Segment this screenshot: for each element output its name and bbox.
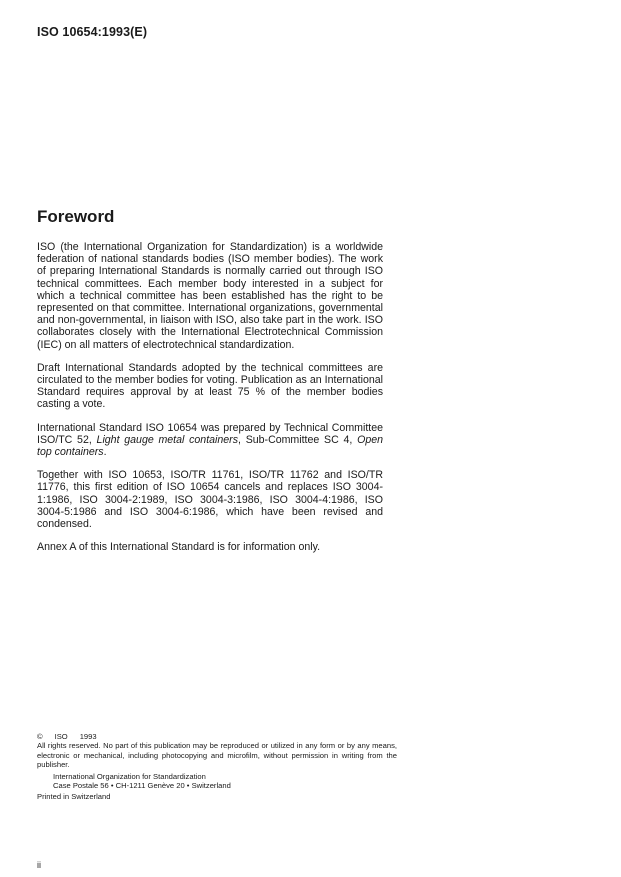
paragraph-iso-intro: ISO (the International Organization for Standardization) is a worldwide federation of national standards bodies (ISO member bodies). The work of preparing International Standards is normally carried out through ISO technical committees. Each member body interested in a subject for which a technical committee has been established has the right to be represented on that committee. International organizations, governmental and non-governmental, in liaison with ISO, also take part in the work. ISO collaborates closely with the International Electrotechnical Commission (IEC) on all matters of electrotechnical standardization. — [37, 241, 383, 351]
copyright-line — [37, 732, 397, 741]
rights-statement: All rights reserved. No part of this publication may be reproduced or utilized in any form or by any means, electronic or mechanical, including photocopying and microfilm, without permission in writing from the publisher. — [37, 741, 397, 770]
text-segment: . — [103, 446, 107, 459]
copyright-icon: © — [37, 732, 43, 741]
committee-title: Light gauge metal containers — [96, 433, 238, 446]
copyright-org: ISO — [54, 732, 68, 741]
paragraph-draft-standards: Draft International Standards adopted by the technical committees are circulated to the member bodies for voting. Publication as an International Standard requires approval by at least 75 % of the member bodies casting a vote. — [37, 361, 383, 411]
postal-address: Case Postale 56 • CH-1211 Genève 20 • Switzerland — [53, 781, 231, 791]
printed-in: Printed in Switzerland — [37, 792, 111, 802]
page-number: ii — [37, 860, 41, 870]
foreword-body — [37, 241, 383, 564]
copyright-year: 1993 — [79, 732, 97, 741]
paragraph-prepared-by — [37, 422, 383, 459]
paragraph-replaces: Together with ISO 10653, ISO/TR 11761, ISO/TR 11762 and ISO/TR 11776, this first edition of ISO 10654 cancels and replaces ISO 3004-1:1986, ISO 3004-2:1989, ISO 3004-3:1986, ISO 3004-4:1986, ISO 3004-5:1986 and ISO 3004-6:1986, which have been revised and condensed. — [37, 469, 383, 531]
subcommittee-title: Open top containers — [37, 433, 383, 459]
publisher-address — [37, 772, 397, 791]
section-title: Foreword — [37, 207, 115, 226]
copyright-footer — [37, 732, 397, 802]
text-segment: , Sub-Committee SC 4, — [238, 433, 358, 446]
document-id-header: ISO 10654:1993(E) — [37, 25, 148, 39]
publisher-name: International Organization for Standardization — [53, 771, 206, 781]
text-segment: International Standard ISO 10654 was prepared by Technical Committee ISO/TC 52, — [37, 421, 383, 446]
paragraph-annex-note: Annex A of this International Standard is for information only. — [37, 541, 321, 554]
